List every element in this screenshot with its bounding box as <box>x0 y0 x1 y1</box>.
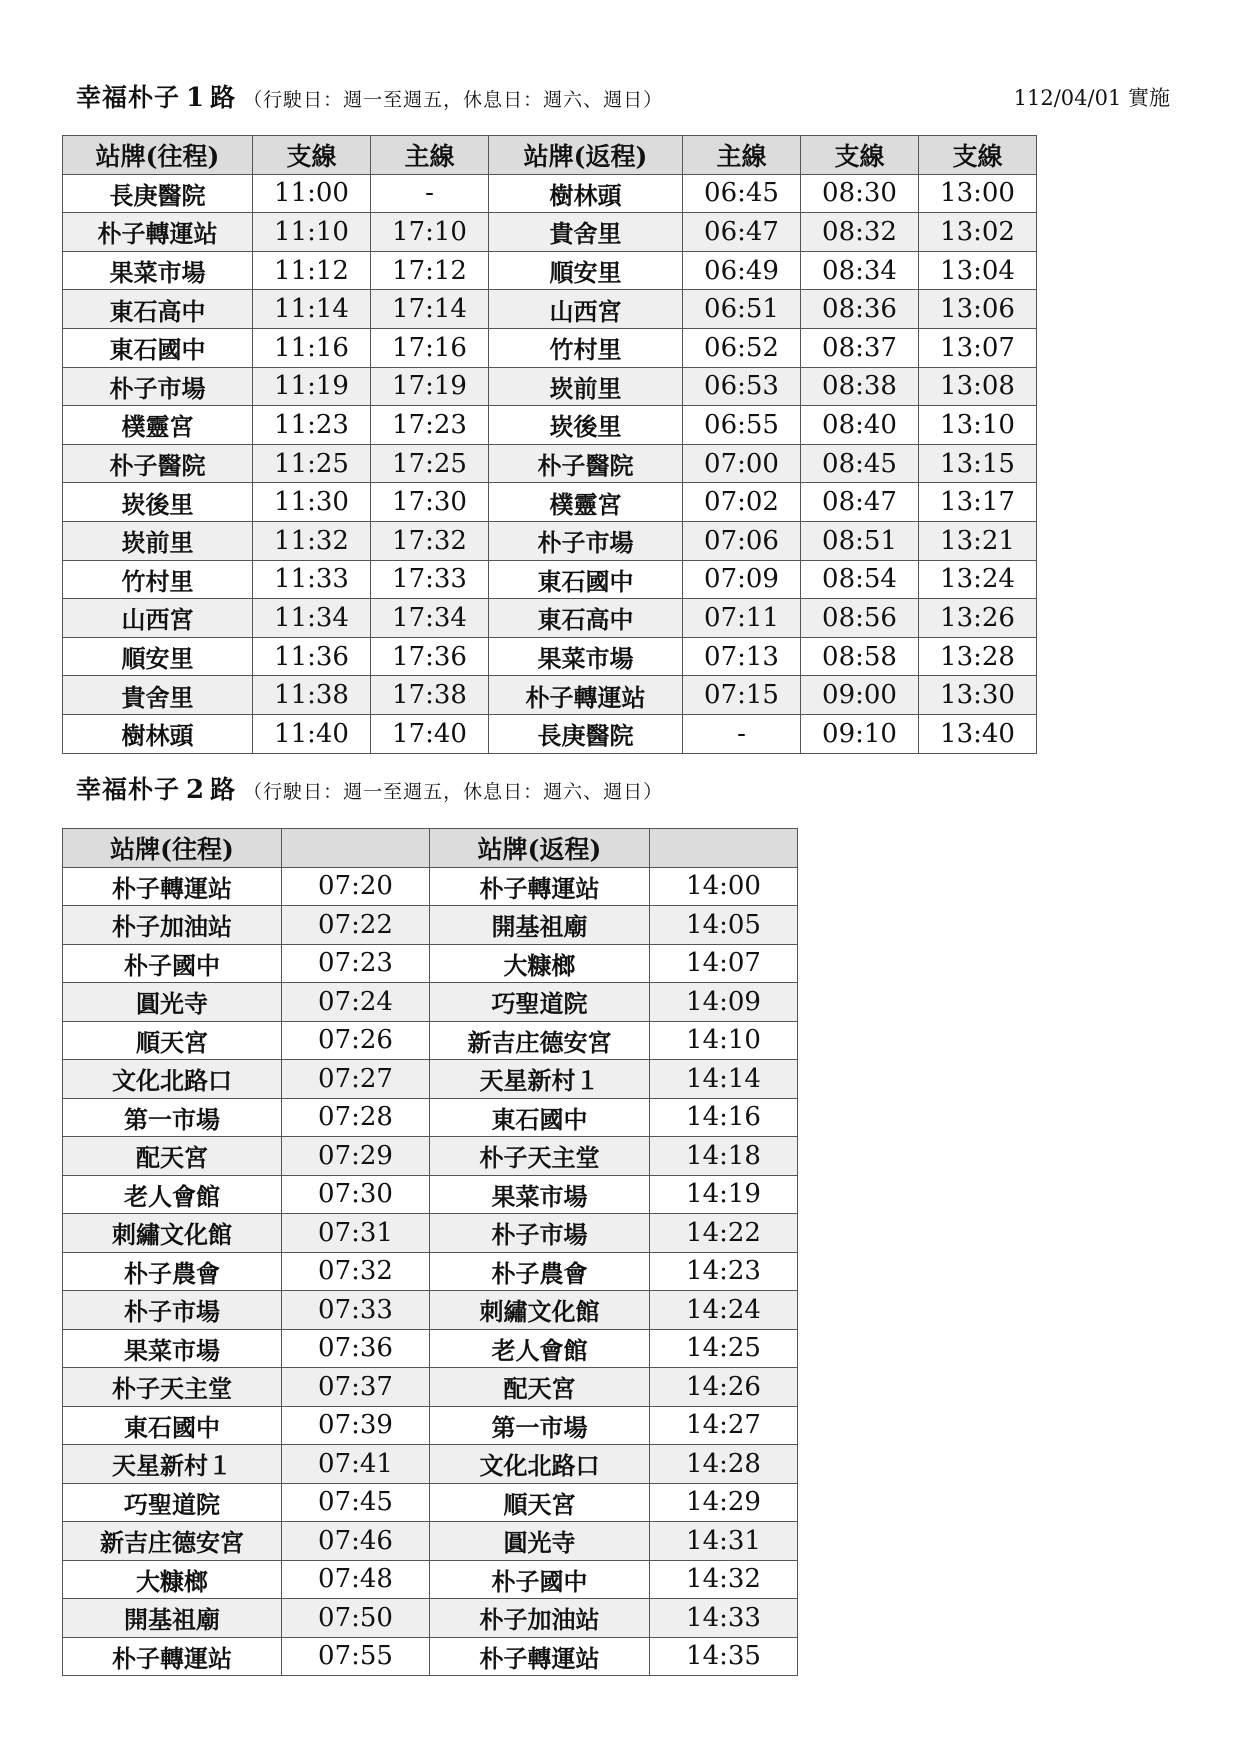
time-cell: 13:06 <box>919 290 1037 329</box>
stop-name-cell: 朴子轉運站 <box>63 867 282 906</box>
table-row <box>63 599 1037 638</box>
stop-name-cell: 樹林頭 <box>63 714 253 753</box>
time-cell: 13:30 <box>919 676 1037 715</box>
time-cell: 11:12 <box>253 251 371 290</box>
route1-col-header: 支線 <box>253 136 371 175</box>
time-cell: 08:58 <box>801 637 919 676</box>
time-cell: 14:27 <box>650 1406 798 1445</box>
stop-name-cell: 朴子國中 <box>430 1560 650 1599</box>
stop-name-cell: 崁前里 <box>489 367 683 406</box>
time-cell: 14:31 <box>650 1522 798 1561</box>
time-cell: 07:28 <box>282 1098 430 1137</box>
time-cell: 14:09 <box>650 983 798 1022</box>
time-cell: 08:54 <box>801 560 919 599</box>
time-cell: 17:10 <box>371 213 489 252</box>
time-cell: 14:25 <box>650 1329 798 1368</box>
time-cell: 11:00 <box>253 174 371 213</box>
time-cell: 14:29 <box>650 1483 798 1522</box>
time-cell: 14:00 <box>650 867 798 906</box>
time-cell: 13:17 <box>919 483 1037 522</box>
time-cell: 06:45 <box>683 174 801 213</box>
time-cell: 14:18 <box>650 1137 798 1176</box>
time-cell: 06:53 <box>683 367 801 406</box>
time-cell: 14:32 <box>650 1560 798 1599</box>
stop-name-cell: 新吉庄德安宮 <box>430 1021 650 1060</box>
time-cell: 07:23 <box>282 944 430 983</box>
time-cell: 09:10 <box>801 714 919 753</box>
time-cell: 07:30 <box>282 1175 430 1214</box>
stop-name-cell: 巧聖道院 <box>63 1483 282 1522</box>
time-cell: 08:45 <box>801 444 919 483</box>
table-row <box>63 1406 798 1445</box>
route2-col-header: 站牌(返程) <box>430 829 650 868</box>
route2-col-header <box>282 829 430 868</box>
stop-name-cell: 順安里 <box>489 251 683 290</box>
time-cell: 14:23 <box>650 1252 798 1291</box>
stop-name-cell: 果菜市場 <box>63 251 253 290</box>
time-cell: 17:25 <box>371 444 489 483</box>
stop-name-cell: 長庚醫院 <box>489 714 683 753</box>
time-cell: 13:28 <box>919 637 1037 676</box>
time-cell: 17:33 <box>371 560 489 599</box>
time-cell: 13:08 <box>919 367 1037 406</box>
time-cell: 11:16 <box>253 328 371 367</box>
stop-name-cell: 朴子轉運站 <box>430 1637 650 1676</box>
time-cell: 13:24 <box>919 560 1037 599</box>
table-row <box>63 560 1037 599</box>
table-row <box>63 406 1037 445</box>
time-cell: 06:51 <box>683 290 801 329</box>
stop-name-cell: 順安里 <box>63 637 253 676</box>
route2-service-note: （行駛日：週一至週五，休息日：週六、週日） <box>243 781 664 803</box>
time-cell: 11:23 <box>253 406 371 445</box>
table-row <box>63 483 1037 522</box>
route2-title <box>76 770 663 814</box>
stop-name-cell: 圓光寺 <box>430 1522 650 1561</box>
stop-name-cell: 果菜市場 <box>63 1329 282 1368</box>
route1-col-header: 主線 <box>371 136 489 175</box>
time-cell: 17:40 <box>371 714 489 753</box>
stop-name-cell: 果菜市場 <box>430 1175 650 1214</box>
stop-name-cell: 東石國中 <box>430 1098 650 1137</box>
time-cell: 14:35 <box>650 1637 798 1676</box>
route1-header-row <box>63 136 1037 175</box>
time-cell: 14:05 <box>650 906 798 945</box>
time-cell: 06:52 <box>683 328 801 367</box>
time-cell: 17:34 <box>371 599 489 638</box>
table-row <box>63 1021 798 1060</box>
time-cell: 08:47 <box>801 483 919 522</box>
stop-name-cell: 圓光寺 <box>63 983 282 1022</box>
stop-name-cell: 開基祖廟 <box>63 1599 282 1638</box>
time-cell: 07:37 <box>282 1368 430 1407</box>
table-row <box>63 174 1037 213</box>
time-cell: 08:38 <box>801 367 919 406</box>
stop-name-cell: 貴舍里 <box>489 213 683 252</box>
stop-name-cell: 東石高中 <box>489 599 683 638</box>
stop-name-cell: 山西宮 <box>63 599 253 638</box>
time-cell: 07:29 <box>282 1137 430 1176</box>
table-row <box>63 1329 798 1368</box>
stop-name-cell: 文化北路口 <box>63 1060 282 1099</box>
table-row <box>63 1483 798 1522</box>
time-cell: 14:28 <box>650 1445 798 1484</box>
route2-timetable <box>62 828 798 1676</box>
table-row <box>63 1560 798 1599</box>
time-cell: 07:48 <box>282 1560 430 1599</box>
time-cell: 17:14 <box>371 290 489 329</box>
route2-rows <box>63 867 798 1676</box>
stop-name-cell: 刺繡文化館 <box>430 1291 650 1330</box>
time-cell: 13:26 <box>919 599 1037 638</box>
table-row <box>63 676 1037 715</box>
time-cell: 11:36 <box>253 637 371 676</box>
stop-name-cell: 大糠榔 <box>430 944 650 983</box>
time-cell: 07:45 <box>282 1483 430 1522</box>
time-cell: 06:55 <box>683 406 801 445</box>
time-cell: 11:38 <box>253 676 371 715</box>
time-cell: 13:15 <box>919 444 1037 483</box>
stop-name-cell: 果菜市場 <box>489 637 683 676</box>
stop-name-cell: 朴子加油站 <box>430 1599 650 1638</box>
table-row <box>63 944 798 983</box>
time-cell: 07:06 <box>683 521 801 560</box>
stop-name-cell: 崁前里 <box>63 521 253 560</box>
table-row <box>63 328 1037 367</box>
time-cell: 11:32 <box>253 521 371 560</box>
stop-name-cell: 貴舍里 <box>63 676 253 715</box>
stop-name-cell: 朴子轉運站 <box>430 867 650 906</box>
time-cell: 07:31 <box>282 1214 430 1253</box>
stop-name-cell: 朴子醫院 <box>489 444 683 483</box>
stop-name-cell: 東石國中 <box>63 328 253 367</box>
route1-service-note: （行駛日：週一至週五，休息日：週六、週日） <box>243 89 664 111</box>
table-row <box>63 290 1037 329</box>
table-row <box>63 1137 798 1176</box>
time-cell: 07:32 <box>282 1252 430 1291</box>
time-cell: 17:30 <box>371 483 489 522</box>
time-cell: 07:00 <box>683 444 801 483</box>
route2-col-header <box>650 829 798 868</box>
table-row <box>63 983 798 1022</box>
stop-name-cell: 開基祖廟 <box>430 906 650 945</box>
time-cell: 08:30 <box>801 174 919 213</box>
time-cell: 07:55 <box>282 1637 430 1676</box>
route1-col-header: 站牌(往程) <box>63 136 253 175</box>
stop-name-cell: 第一市場 <box>63 1098 282 1137</box>
route1-rows <box>63 174 1037 753</box>
time-cell: 07:26 <box>282 1021 430 1060</box>
stop-name-cell: 東石國中 <box>63 1406 282 1445</box>
time-cell: 14:19 <box>650 1175 798 1214</box>
table-row <box>63 1175 798 1214</box>
table-row <box>63 521 1037 560</box>
route1-title-number: 1 <box>186 83 205 113</box>
stop-name-cell: 朴子農會 <box>430 1252 650 1291</box>
stop-name-cell: 文化北路口 <box>430 1445 650 1484</box>
stop-name-cell: 老人會館 <box>63 1175 282 1214</box>
time-cell: 13:21 <box>919 521 1037 560</box>
time-cell: 13:07 <box>919 328 1037 367</box>
stop-name-cell: 配天宮 <box>430 1368 650 1407</box>
stop-name-cell: 第一市場 <box>430 1406 650 1445</box>
stop-name-cell: 朴子轉運站 <box>489 676 683 715</box>
stop-name-cell: 朴子農會 <box>63 1252 282 1291</box>
time-cell: 17:32 <box>371 521 489 560</box>
time-cell: 13:00 <box>919 174 1037 213</box>
effective-date: 112/04/01 實施 <box>1013 86 1170 110</box>
time-cell: 17:23 <box>371 406 489 445</box>
route2-col-header: 站牌(往程) <box>63 829 282 868</box>
time-cell: 07:20 <box>282 867 430 906</box>
stop-name-cell: 竹村里 <box>63 560 253 599</box>
table-row <box>63 1599 798 1638</box>
time-cell: 14:14 <box>650 1060 798 1099</box>
time-cell: 07:02 <box>683 483 801 522</box>
time-cell: 14:16 <box>650 1098 798 1137</box>
table-row <box>63 1291 798 1330</box>
time-cell: 07:09 <box>683 560 801 599</box>
time-cell: 14:33 <box>650 1599 798 1638</box>
stop-name-cell: 順天宮 <box>430 1483 650 1522</box>
time-cell: 07:22 <box>282 906 430 945</box>
stop-name-cell: 東石國中 <box>489 560 683 599</box>
stop-name-cell: 配天宮 <box>63 1137 282 1176</box>
stop-name-cell: 長庚醫院 <box>63 174 253 213</box>
table-row <box>63 213 1037 252</box>
table-row <box>63 1368 798 1407</box>
stop-name-cell: 崁後里 <box>63 483 253 522</box>
stop-name-cell: 朴子市場 <box>63 367 253 406</box>
time-cell: 08:51 <box>801 521 919 560</box>
time-cell: 08:37 <box>801 328 919 367</box>
time-cell: 13:04 <box>919 251 1037 290</box>
route1-title <box>76 78 663 122</box>
time-cell: 08:32 <box>801 213 919 252</box>
stop-name-cell: 老人會館 <box>430 1329 650 1368</box>
route2-header-row <box>63 829 798 868</box>
time-cell: 07:46 <box>282 1522 430 1561</box>
table-row <box>63 251 1037 290</box>
table-row <box>63 1522 798 1561</box>
stop-name-cell: 新吉庄德安宮 <box>63 1522 282 1561</box>
time-cell: 07:50 <box>282 1599 430 1638</box>
time-cell: 11:33 <box>253 560 371 599</box>
stop-name-cell: 山西宮 <box>489 290 683 329</box>
table-row <box>63 1445 798 1484</box>
stop-name-cell: 朴子轉運站 <box>63 1637 282 1676</box>
time-cell: 07:41 <box>282 1445 430 1484</box>
route1-col-header: 站牌(返程) <box>489 136 683 175</box>
time-cell: 06:47 <box>683 213 801 252</box>
time-cell: 08:34 <box>801 251 919 290</box>
stop-name-cell: 朴子轉運站 <box>63 213 253 252</box>
time-cell: 17:19 <box>371 367 489 406</box>
stop-name-cell: 崁後里 <box>489 406 683 445</box>
time-cell: 11:19 <box>253 367 371 406</box>
time-cell: 14:07 <box>650 944 798 983</box>
time-cell: 08:40 <box>801 406 919 445</box>
route2-title-number: 2 <box>186 775 205 805</box>
table-row <box>63 367 1037 406</box>
stop-name-cell: 樸靈宮 <box>489 483 683 522</box>
time-cell: 07:11 <box>683 599 801 638</box>
route1-title-name: 幸福朴子 <box>76 83 181 112</box>
time-cell: 17:38 <box>371 676 489 715</box>
stop-name-cell: 朴子天主堂 <box>430 1137 650 1176</box>
time-cell: 13:10 <box>919 406 1037 445</box>
table-row <box>63 1214 798 1253</box>
table-row <box>63 1060 798 1099</box>
time-cell: 06:49 <box>683 251 801 290</box>
route1-col-header: 主線 <box>683 136 801 175</box>
time-cell: 11:40 <box>253 714 371 753</box>
stop-name-cell: 朴子加油站 <box>63 906 282 945</box>
stop-name-cell: 樹林頭 <box>489 174 683 213</box>
time-cell: 13:02 <box>919 213 1037 252</box>
stop-name-cell: 天星新村１ <box>430 1060 650 1099</box>
stop-name-cell: 竹村里 <box>489 328 683 367</box>
time-cell: 17:16 <box>371 328 489 367</box>
table-row <box>63 444 1037 483</box>
stop-name-cell: 刺繡文化館 <box>63 1214 282 1253</box>
stop-name-cell: 大糠榔 <box>63 1560 282 1599</box>
table-row <box>63 906 798 945</box>
route2-title-name: 幸福朴子 <box>76 775 181 804</box>
route2-title-suffix: 路 <box>210 775 236 804</box>
time-cell: 07:36 <box>282 1329 430 1368</box>
time-cell: 17:12 <box>371 251 489 290</box>
time-cell: 07:27 <box>282 1060 430 1099</box>
time-cell: - <box>371 174 489 213</box>
stop-name-cell: 巧聖道院 <box>430 983 650 1022</box>
time-cell: 14:26 <box>650 1368 798 1407</box>
time-cell: 14:22 <box>650 1214 798 1253</box>
time-cell: 07:39 <box>282 1406 430 1445</box>
time-cell: 07:33 <box>282 1291 430 1330</box>
stop-name-cell: 朴子醫院 <box>63 444 253 483</box>
stop-name-cell: 朴子市場 <box>63 1291 282 1330</box>
time-cell: 07:13 <box>683 637 801 676</box>
time-cell: 08:56 <box>801 599 919 638</box>
time-cell: 13:40 <box>919 714 1037 753</box>
table-row <box>63 867 798 906</box>
stop-name-cell: 順天宮 <box>63 1021 282 1060</box>
time-cell: 11:34 <box>253 599 371 638</box>
time-cell: 14:10 <box>650 1021 798 1060</box>
stop-name-cell: 朴子天主堂 <box>63 1368 282 1407</box>
time-cell: 09:00 <box>801 676 919 715</box>
table-row <box>63 714 1037 753</box>
time-cell: 11:14 <box>253 290 371 329</box>
time-cell: 14:24 <box>650 1291 798 1330</box>
time-cell: 08:36 <box>801 290 919 329</box>
table-row <box>63 1637 798 1676</box>
time-cell: 17:36 <box>371 637 489 676</box>
table-row <box>63 1098 798 1137</box>
table-row <box>63 1252 798 1291</box>
time-cell: 11:30 <box>253 483 371 522</box>
time-cell: 07:24 <box>282 983 430 1022</box>
stop-name-cell: 天星新村１ <box>63 1445 282 1484</box>
route1-col-header: 支線 <box>919 136 1037 175</box>
time-cell: 11:10 <box>253 213 371 252</box>
time-cell: - <box>683 714 801 753</box>
route1-title-suffix: 路 <box>210 83 236 112</box>
table-row <box>63 637 1037 676</box>
time-cell: 11:25 <box>253 444 371 483</box>
stop-name-cell: 朴子市場 <box>430 1214 650 1253</box>
stop-name-cell: 東石高中 <box>63 290 253 329</box>
stop-name-cell: 朴子市場 <box>489 521 683 560</box>
route1-col-header: 支線 <box>801 136 919 175</box>
stop-name-cell: 朴子國中 <box>63 944 282 983</box>
time-cell: 07:15 <box>683 676 801 715</box>
stop-name-cell: 樸靈宮 <box>63 406 253 445</box>
route1-timetable <box>62 135 1037 754</box>
